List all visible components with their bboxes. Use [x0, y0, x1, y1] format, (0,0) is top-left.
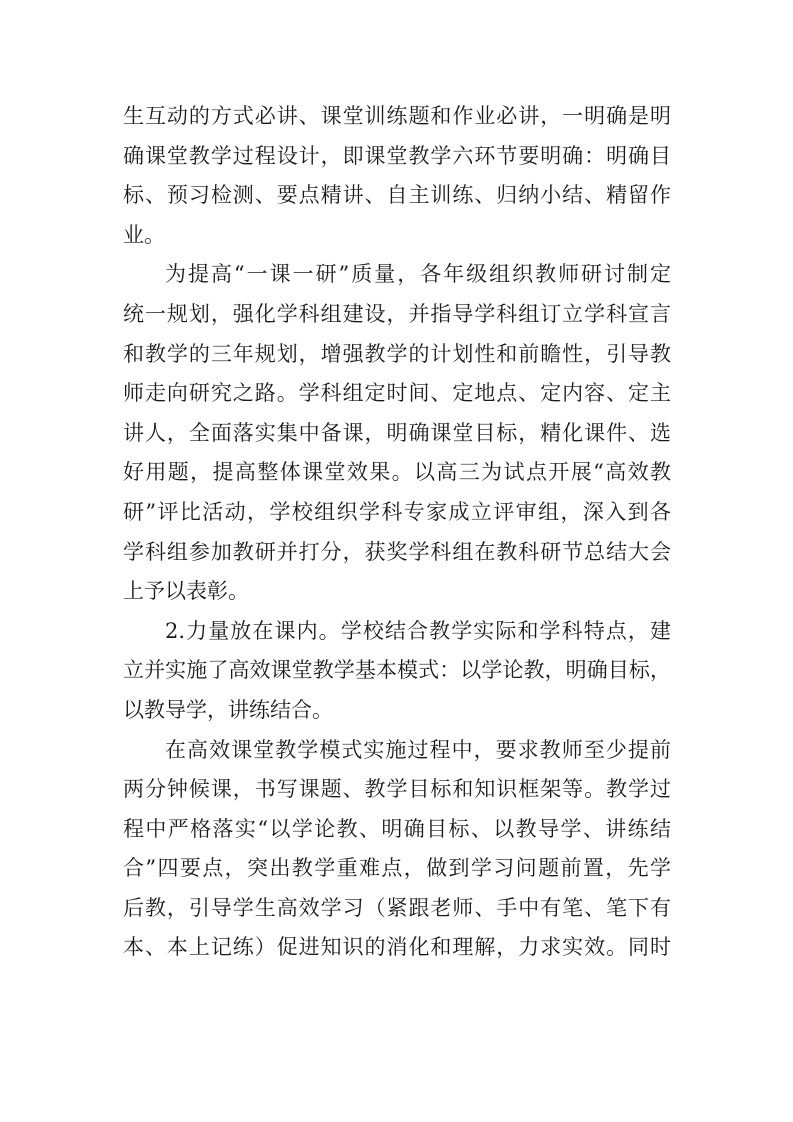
- paragraph-line: 2.力量放在课内。学校结合教学实际和学科特点，建: [165, 618, 671, 643]
- paragraph-line: 统一规划，强化学科组建设，并指导学科组订立学科宣言: [123, 301, 671, 326]
- paragraph-line: 确课堂教学过程设计，即课堂教学六环节要明确：明确目: [123, 143, 671, 168]
- paragraph-line: 标、预习检测、要点精讲、自主训练、归纳小结、精留作: [123, 183, 671, 208]
- document-body: [123, 97, 671, 968]
- paragraph: [123, 731, 671, 969]
- paragraph-line: 两分钟候课，书写课题、教学目标和知识框架等。教学过: [123, 777, 671, 802]
- paragraph-line: 本、本上记练）促进知识的消化和理解，力求实效。同时: [123, 935, 671, 960]
- paragraph-line: 后教，引导学生高效学习（紧跟老师、手中有笔、笔下有: [123, 895, 671, 920]
- paragraph-line: 学科组参加教研并打分，获奖学科组在教科研节总结大会: [123, 539, 671, 564]
- paragraph-line: 合”四要点，突出教学重难点，做到学习问题前置，先学: [123, 856, 671, 881]
- paragraph: [123, 612, 671, 731]
- paragraph-line: 师走向研究之路。学科组定时间、定地点、定内容、定主: [123, 381, 671, 406]
- paragraph-line: 为提高“一课一研”质量，各年级组织教师研讨制定: [165, 262, 671, 287]
- paragraph-line: 生互动的方式必讲、课堂训练题和作业必讲，一明确是明: [123, 104, 671, 128]
- paragraph-line: 和教学的三年规划，增强教学的计划性和前瞻性，引导教: [123, 341, 671, 366]
- paragraph-line: 程中严格落实“以学论教、明确目标、以教导学、讲练结: [123, 816, 671, 841]
- paragraph-line: 以教导学，讲练结合。: [123, 697, 333, 722]
- paragraph-line: 业。: [123, 222, 165, 247]
- paragraph: [123, 97, 671, 255]
- paragraph-line: 上予以表彰。: [123, 579, 249, 604]
- paragraph-line: 好用题，提高整体课堂效果。以高三为试点开展“高效教: [123, 460, 671, 485]
- paragraph-line: 研”评比活动，学校组织学科专家成立评审组，深入到各: [123, 499, 671, 524]
- paragraph: [123, 255, 671, 611]
- paragraph-line: 在高效课堂教学模式实施过程中，要求教师至少提前: [165, 737, 671, 762]
- paragraph-line: 讲人，全面落实集中备课，明确课堂目标，精化课件、选: [123, 420, 671, 445]
- paragraph-line: 立并实施了高效课堂教学基本模式：以学论教，明确目标，: [123, 658, 671, 683]
